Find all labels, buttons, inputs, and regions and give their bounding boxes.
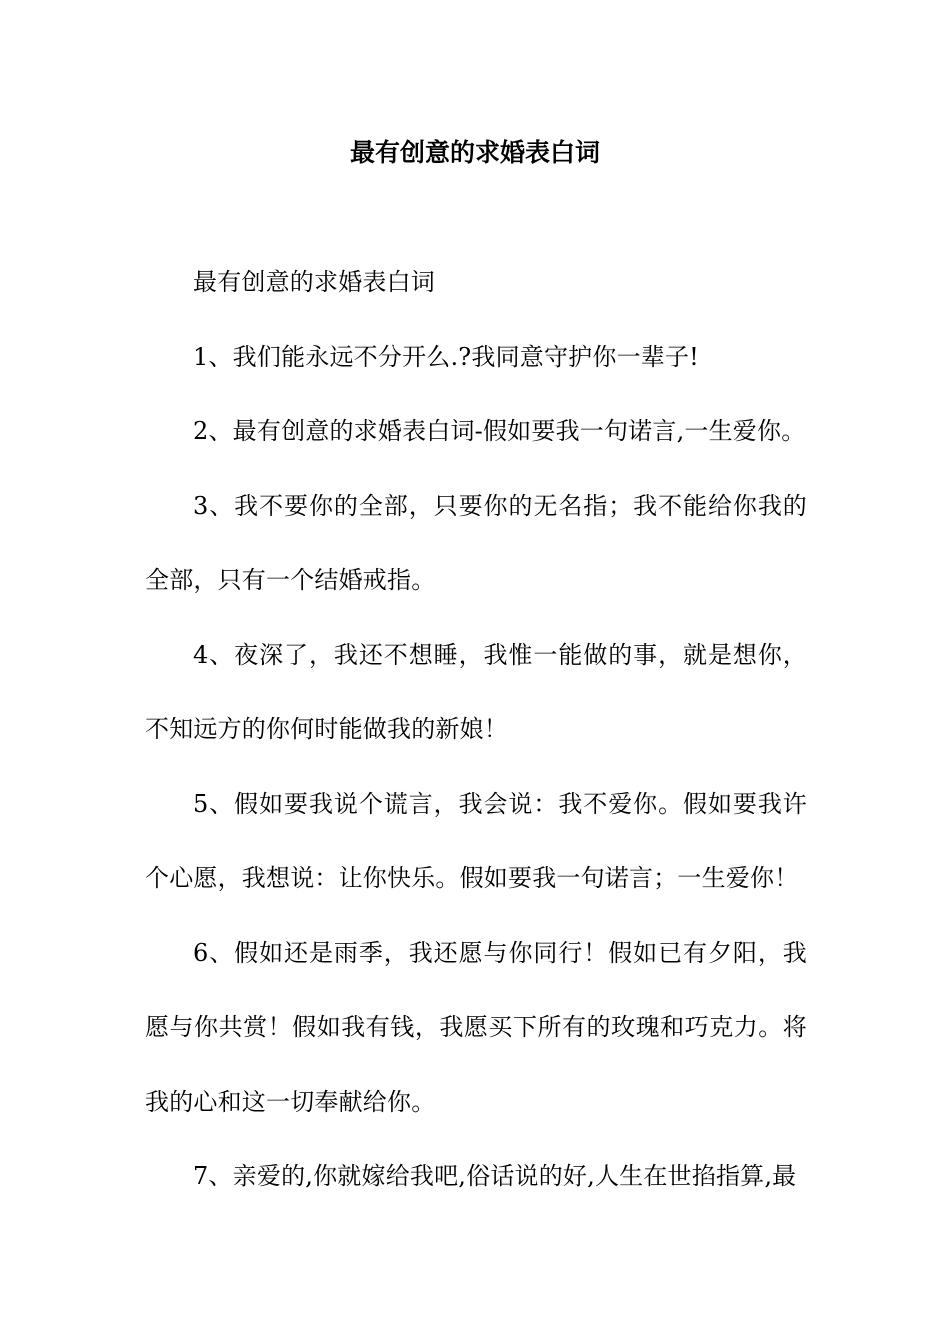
paragraph-item-3: 3、我不要你的全部，只要你的无名指；我不能给你我的全部，只有一个结婚戒指。 bbox=[145, 491, 807, 594]
paragraph-item-4: 4、夜深了，我还不想睡，我惟一能做的事，就是想你，不知远方的你何时能做我的新娘！ bbox=[145, 640, 807, 743]
document-title: 最有创意的求婚表白词 bbox=[349, 138, 600, 167]
paragraph-item-7: 7、亲爱的,你就嫁给我吧,俗话说的好,人生在世掐指算,最 bbox=[193, 1162, 797, 1190]
paragraph-item-5: 5、假如要我说个谎言，我会说：我不爱你。假如要我许个心愿，我想说：让你快乐。假如要我一句诺言；一生爱你！ bbox=[145, 789, 807, 892]
paragraph-item-1: 1、我们能永远不分开么.?我同意守护你一辈子! bbox=[193, 342, 700, 371]
paragraph-subtitle: 最有创意的求婚表白词 bbox=[193, 268, 435, 296]
document-body bbox=[145, 245, 807, 1214]
paragraph-item-2: 2、最有创意的求婚表白词-假如要我一句诺言,一生爱你。 bbox=[193, 417, 806, 445]
paragraph-item-6: 6、假如还是雨季，我还愿与你同行！假如已有夕阳，我愿与你共赏！假如我有钱，我愿买下所有的玫瑰和巧克力。将我的心和这一切奉献给你。 bbox=[145, 938, 807, 1116]
